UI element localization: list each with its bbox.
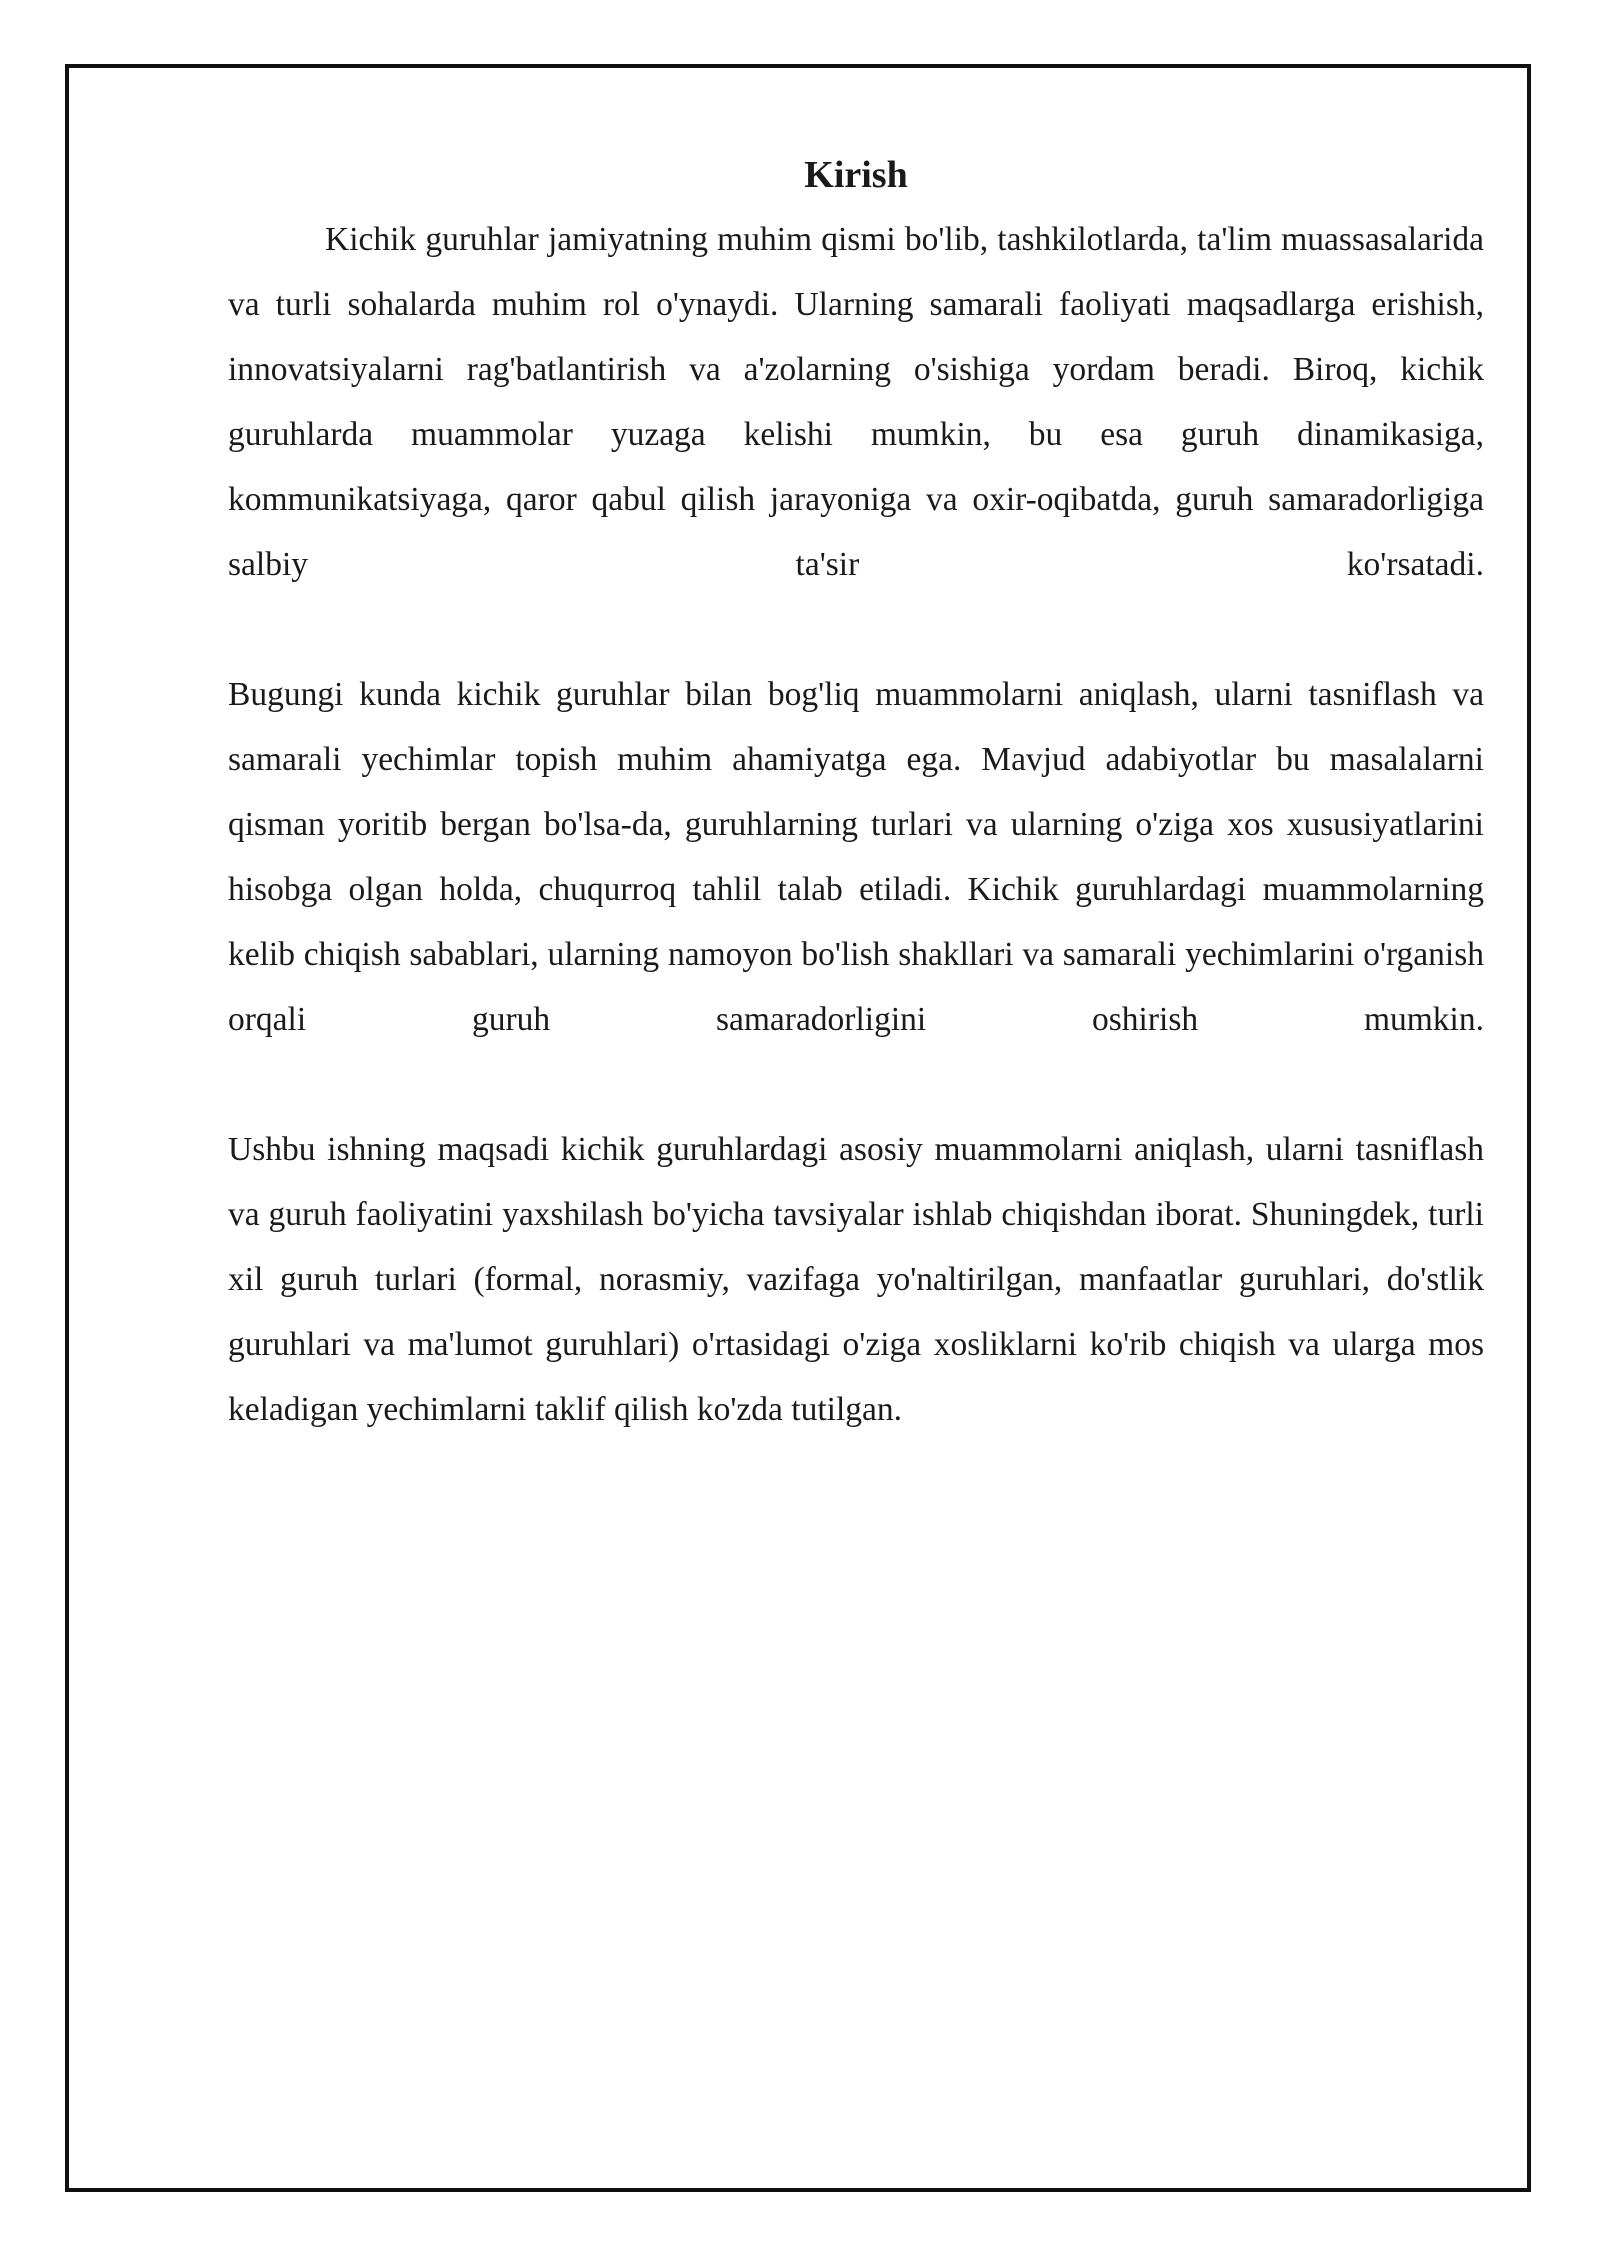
paragraph-spacer	[228, 1052, 1484, 1117]
paragraph-intro: Kichik guruhlar jamiyatning muhim qismi bo'lib, tashkilotlarda, ta'lim muassasalarida va turli sohalarda muhim rol o'ynaydi. Ularning samarali faoliyati maqsadlarga erishish, innovatsiyalarni rag'batlantirish va a'zolarning o'sishiga yordam beradi. Biroq, kichik guruhlarda muammolar yuzaga kelishi mumkin, bu esa guruh dinamikasiga, kommunikatsiyaga, qaror qabul qilish jarayoniga va oxir-oqibatda, guruh samaradorligiga salbiy ta'sir ko'rsatadi.	[228, 221, 1484, 583]
paragraph-relevance: Bugungi kunda kichik guruhlar bilan bog'liq muammolarni aniqlash, ularni tasniflash va samarali yechimlar topish muhim ahamiyatga ega. Mavjud adabiyotlar bu masalalarni qisman yoritib bergan bo'lsa-da, guruhlarning turlari va ularning o'ziga xos xususiyatlarini hisobga olgan holda, chuqurroq tahlil talab etiladi. Kichik guruhlardagi muammolarning kelib chiqish sabablari, ularning namoyon bo'lish shakllari va samarali yechimlarini o'rganish orqali guruh samaradorligini oshirish mumkin.	[228, 676, 1484, 1038]
document-body	[228, 145, 1484, 1442]
document-title: Kirish	[804, 154, 908, 196]
paragraph-spacer	[228, 597, 1484, 662]
paragraph-goal: Ushbu ishning maqsadi kichik guruhlardagi asosiy muammolarni aniqlash, ularni tasniflash va guruh faoliyatini yaxshilash bo'yicha tavsiyalar ishlab chiqishdan iborat. Shuningdek, turli xil guruh turlari (formal, norasmiy, vazifaga yo'naltirilgan, manfaatlar guruhlari, do'stlik guruhlari va ma'lumot guruhlari) o'rtasidagi o'ziga xosliklarni ko'rib chiqish va ularga mos keladigan yechimlarni taklif qilish ko'zda tutilgan.	[228, 1131, 1484, 1428]
